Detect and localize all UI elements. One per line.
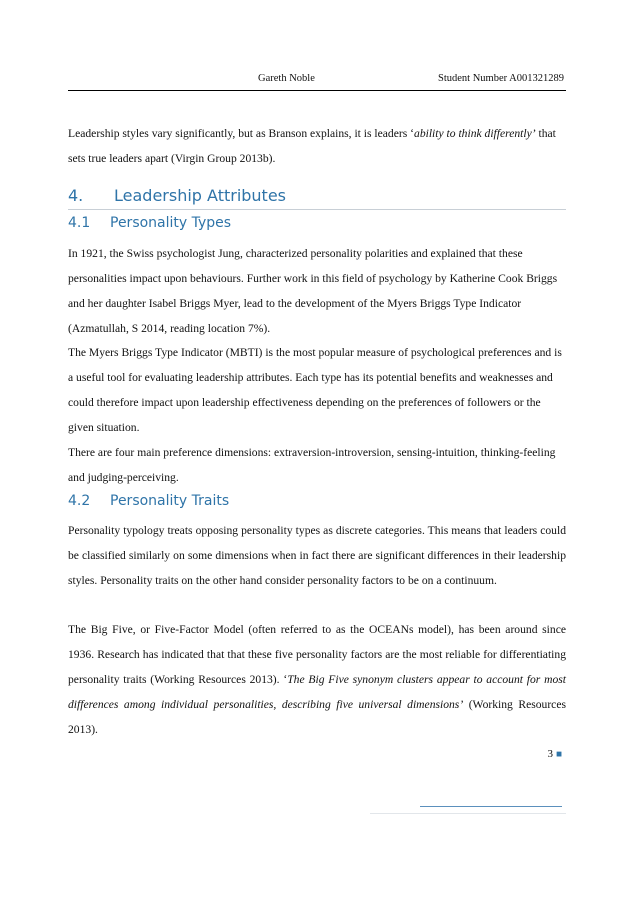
page-header bbox=[68, 69, 566, 91]
section-4-2-paragraph-2 bbox=[68, 617, 566, 742]
footer-rule bbox=[420, 806, 562, 807]
header-author: Gareth Noble bbox=[258, 73, 315, 84]
header-rule bbox=[68, 90, 566, 91]
section-4-title: Leadership Attributes bbox=[114, 186, 287, 205]
intro-paragraph bbox=[68, 121, 566, 171]
section-4-2-paragraph-1: Personality typology treats opposing personality types as discrete categories. This means that leaders could be classified similarly on some dimensions when in fact there are significant differences in their leadership styles. Personality traits on the other hand consider personality factors to be on a continuum. bbox=[68, 524, 566, 587]
section-4-1-paragraph-3: There are four main preference dimensions: extraversion-introversion, sensing-intuition, thinking-feeling and judging-perceiving. bbox=[68, 446, 556, 484]
page-marker-icon: ■ bbox=[555, 749, 562, 760]
section-4-number: 4. bbox=[68, 186, 84, 205]
section-4-1-heading bbox=[68, 215, 566, 231]
para2-text-end: (Working Resources 2013). bbox=[68, 698, 566, 736]
section-4-2-title: Personality Traits bbox=[110, 493, 230, 509]
section-4-1-paragraph-1: In 1921, the Swiss psychologist Jung, characterized personality polarities and explained that these personalities impact upon behaviours. Further work in this field of psychology by Katherine Cook Briggs and her daughter Isabel Briggs Myer, lead to the development of the Myers Briggs Type Indicator (Azmatullah, S 2014, reading location 7%). bbox=[68, 247, 558, 335]
footer-rule-shadow bbox=[370, 813, 566, 814]
page-number: 3 ■ bbox=[547, 748, 562, 760]
section-4-1-number: 4.1 bbox=[68, 215, 91, 231]
intro-text: Leadership styles vary significantly, but as Branson explains, it is leaders ‘ bbox=[68, 127, 415, 140]
section-4-2-number: 4.2 bbox=[68, 493, 91, 509]
section-4-1-paragraph-2: The Myers Briggs Type Indicator (MBTI) is the most popular measure of psychological preferences and is a useful tool for evaluating leadership attributes. Each type has its potential benefits and weaknesses and could therefore impact upon leadership effectiveness depending on the preferences of followers or the given situation. bbox=[68, 346, 562, 434]
section-4-1-title: Personality Types bbox=[110, 215, 232, 231]
intro-text-end: that sets true leaders apart (Virgin Group 2013b). bbox=[68, 127, 556, 165]
section-4-heading bbox=[68, 186, 566, 210]
intro-quote: ability to think differently’ bbox=[414, 127, 536, 140]
header-student-number: Student Number A001321289 bbox=[438, 73, 564, 84]
section-4-2-heading bbox=[68, 493, 566, 509]
para2-text: The Big Five, or Five-Factor Model (often referred to as the OCEANs model), has been around since 1936. Research has indicated that that these five personality factors are the most reliable for differentiating personality traits (Working Resources 2013). ‘ bbox=[68, 623, 566, 686]
para2-quote: The Big Five synonym clusters appear to account for most differences among individual personalities, describing five universal dimensions’ bbox=[68, 673, 566, 711]
